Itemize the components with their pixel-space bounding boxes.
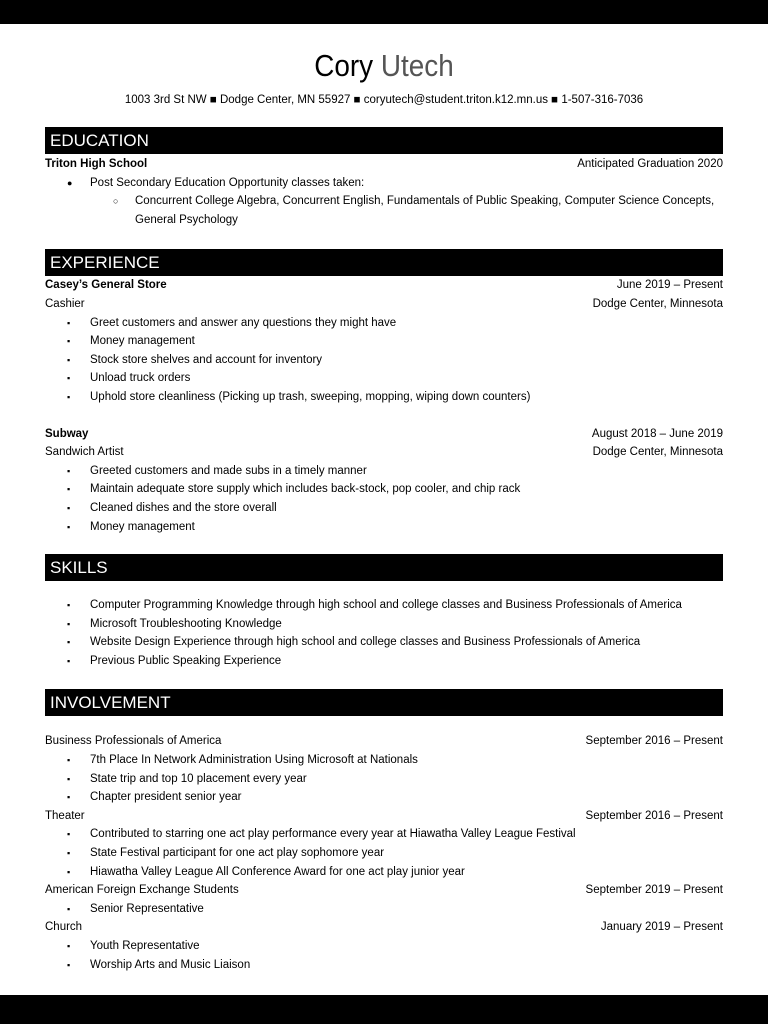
list-item: ▪ Money management (45, 518, 723, 537)
list-item: ▪ Greeted customers and made subs in a timely manner (45, 462, 723, 481)
company-name: Subway (45, 427, 89, 440)
resume-name (79, 46, 689, 86)
involvement-dates: September 2019 – Present (585, 884, 723, 897)
involvement-list (45, 751, 723, 807)
list-item: ▪ Microsoft Troubleshooting Knowledge (45, 615, 723, 634)
list-item: ▪ State Festival participant for one act play sophomore year (45, 844, 723, 863)
list-item: ▪ Greet customers and answer any questions they might have (45, 314, 723, 333)
education-list (45, 174, 723, 230)
list-item: ▪ State trip and top 10 placement every year (45, 770, 723, 789)
education-row (45, 155, 723, 174)
job-duties-list (45, 462, 723, 536)
school-name: Triton High School (45, 158, 148, 170)
skills-list (45, 596, 723, 670)
organization-name: Church (45, 921, 83, 934)
list-item: ▪ Previous Public Speaking Experience (45, 652, 723, 671)
section-header-experience: EXPERIENCE (45, 249, 723, 276)
section-header-involvement: INVOLVEMENT (45, 689, 723, 716)
list-item: ▪ Money management (45, 332, 723, 351)
list-item: ▪ Worship Arts and Music Liaison (45, 956, 723, 975)
top-border-bar (0, 0, 768, 24)
involvement-row (45, 881, 723, 900)
job-role-row (45, 295, 723, 314)
job-role: Sandwich Artist (45, 446, 124, 459)
involvement-row (45, 918, 723, 937)
job-duties-list (45, 314, 723, 407)
organization-name: Theater (45, 809, 85, 822)
list-item: ▪ Senior Representative (45, 900, 723, 919)
job-dates: June 2019 – Present (616, 279, 723, 292)
list-item: ▪ Hiawatha Valley League All Conference Award for one act play junior year (45, 863, 723, 882)
list-item: ▪ Unload truck orders (45, 369, 723, 388)
job-role-row (45, 443, 723, 462)
job-header-row (45, 276, 723, 295)
contact-line: 1003 3rd St NW ■ Dodge Center, MN 55927 ■ coryutech@student.triton.k12.mn.us ■ 1-507-316-7036 (124, 94, 644, 106)
list-item: ▪ Youth Representative (45, 937, 723, 956)
job-dates: August 2018 – June 2019 (591, 427, 723, 440)
section-header-skills: SKILLS (45, 554, 723, 581)
involvement-list (45, 825, 723, 881)
list-item: ▪ Chapter president senior year (45, 788, 723, 807)
organization-name: American Foreign Exchange Students (45, 884, 239, 897)
organization-name: Business Professionals of America (45, 735, 222, 748)
graduation-date: Anticipated Graduation 2020 (577, 158, 723, 170)
last-name: Utech (380, 48, 454, 83)
involvement-row (45, 732, 723, 751)
list-item: ▪ Uphold store cleanliness (Picking up trash, sweeping, mopping, wiping down counters) (45, 388, 723, 407)
list-item: ▪ Contributed to starring one act play performance every year at Hiawatha Valley League Festival (45, 825, 723, 844)
involvement-list (45, 900, 723, 919)
first-name: Cory (314, 48, 374, 83)
list-item: ▪ Website Design Experience through high school and college classes and Business Professionals of America (45, 633, 723, 652)
involvement-list (45, 937, 723, 974)
list-item: ▪ Stock store shelves and account for inventory (45, 351, 723, 370)
involvement-row (45, 807, 723, 826)
involvement-dates: September 2016 – Present (585, 735, 723, 748)
job-location: Dodge Center, Minnesota (592, 297, 723, 310)
list-item: ▪ Computer Programming Knowledge through high school and college classes and Business Professionals of America (45, 596, 723, 615)
company-name: Casey’s General Store (45, 279, 167, 292)
involvement-dates: September 2016 – Present (585, 809, 723, 822)
job-header-row (45, 425, 723, 444)
list-item: ▪ Cleaned dishes and the store overall (45, 499, 723, 518)
bottom-border-bar (0, 995, 768, 1024)
list-item: ▪ Maintain adequate store supply which includes back-stock, pop cooler, and chip rack (45, 480, 723, 499)
resume-page (45, 24, 723, 974)
sub-list-item: ○ Concurrent College Algebra, Concurrent English, Fundamentals of Public Speaking, Computer Science Concepts, General Psychology (45, 192, 723, 229)
section-header-education: EDUCATION (45, 127, 723, 154)
list-item: ▪ 7th Place In Network Administration Using Microsoft at Nationals (45, 751, 723, 770)
list-item: ● Post Secondary Education Opportunity classes taken: (45, 174, 723, 193)
job-role: Cashier (45, 297, 85, 310)
involvement-dates: January 2019 – Present (600, 921, 723, 934)
job-location: Dodge Center, Minnesota (592, 446, 723, 459)
